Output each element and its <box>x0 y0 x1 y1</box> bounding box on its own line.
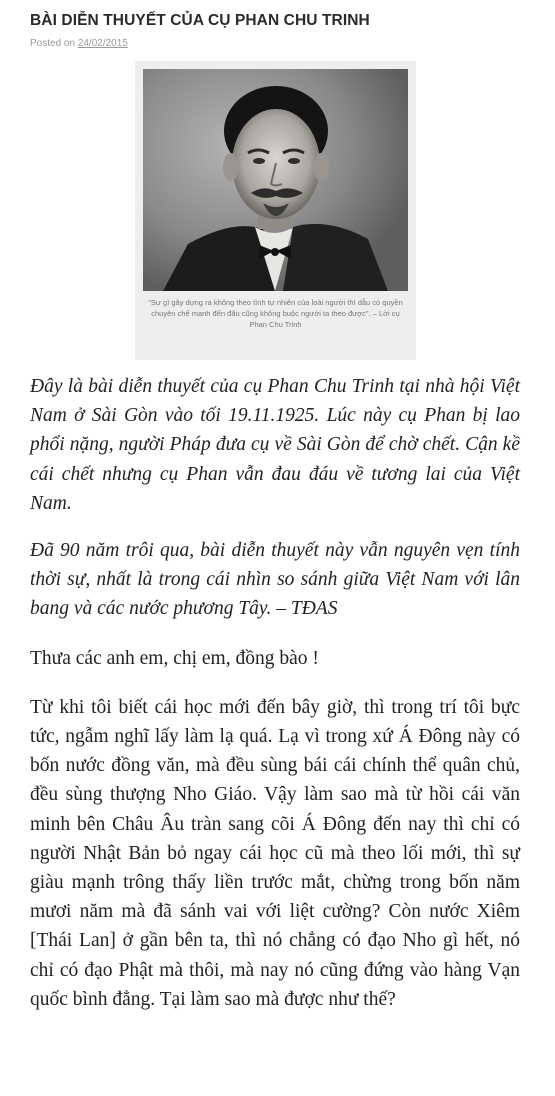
figure-caption: "Sự gì gây dựng ra không theo tình tự nhiên của loài người thì dẫu có quyền chuyên chế mạnh đến đâu cũng không buộc người ta theo được". – Lời cụ Phan Chu Trinh <box>148 298 403 329</box>
greeting-paragraph: Thưa các anh em, chị em, đồng bào ! <box>30 647 319 669</box>
posted-date-link[interactable]: 24/02/2015 <box>77 38 128 49</box>
body-paragraph-1: Từ khi tôi biết cái học mới đến bây giờ, thì trong trí tôi bực tức, ngẫm nghĩ lấy làm lạ quá. Lạ vì trong xứ Á Đông này có bốn nước đồng văn, mà đều sùng bái cái chính thể quân chủ, đều sùng thượng Nho Giáo. Vậy làm sao mà từ hồi cái văn minh bên Châu Âu tràn sang cõi Á Đông đến nay thì chỉ có người Nhật Bản bỏ ngay cái học cũ mà theo lối mới, thì sự giàu mạnh trông thấy liền trước mắt, chừng trong bốn năm mươi năm mà đã sánh vai với liệt cường? Còn nước Xiêm [Thái Lan] ở gần bên ta, thì nó chẳng có đạo Nho gì hết, nó chỉ có đạo Phật mà thôi, mà nay nó cũng đứng vào hàng Vạn quốc bình đẳng. Tại làm sao mà được như thế? <box>30 696 520 1010</box>
posted-prefix: Posted on <box>30 38 78 49</box>
intro-paragraph-2: Đã 90 năm trôi qua, bài diễn thuyết này vẫn nguyên vẹn tính thời sự, nhất là trong cái nhìn so sánh giữa Việt Nam với lân bang và các nước phương Tây. – TĐAS <box>30 540 520 620</box>
intro-paragraph-1: Đây là bài diễn thuyết của cụ Phan Chu Trinh tại nhà hội Việt Nam ở Sài Gòn vào tối 19.11.1925. Lúc này cụ Phan bị lao phổi nặng, người Pháp đưa cụ về Sài Gòn để chờ chết. Cận kề cái chết nhưng cụ Phan vẫn đau đáu về tương lai của Việt Nam. <box>30 376 520 514</box>
article-body <box>30 372 520 1014</box>
post-meta <box>30 38 128 49</box>
portrait-illustration <box>143 69 408 291</box>
post-title: BÀI DIỄN THUYẾT CỦA CỤ PHAN CHU TRINH <box>30 12 370 29</box>
portrait-photo <box>143 69 408 291</box>
portrait-figure <box>135 61 416 360</box>
